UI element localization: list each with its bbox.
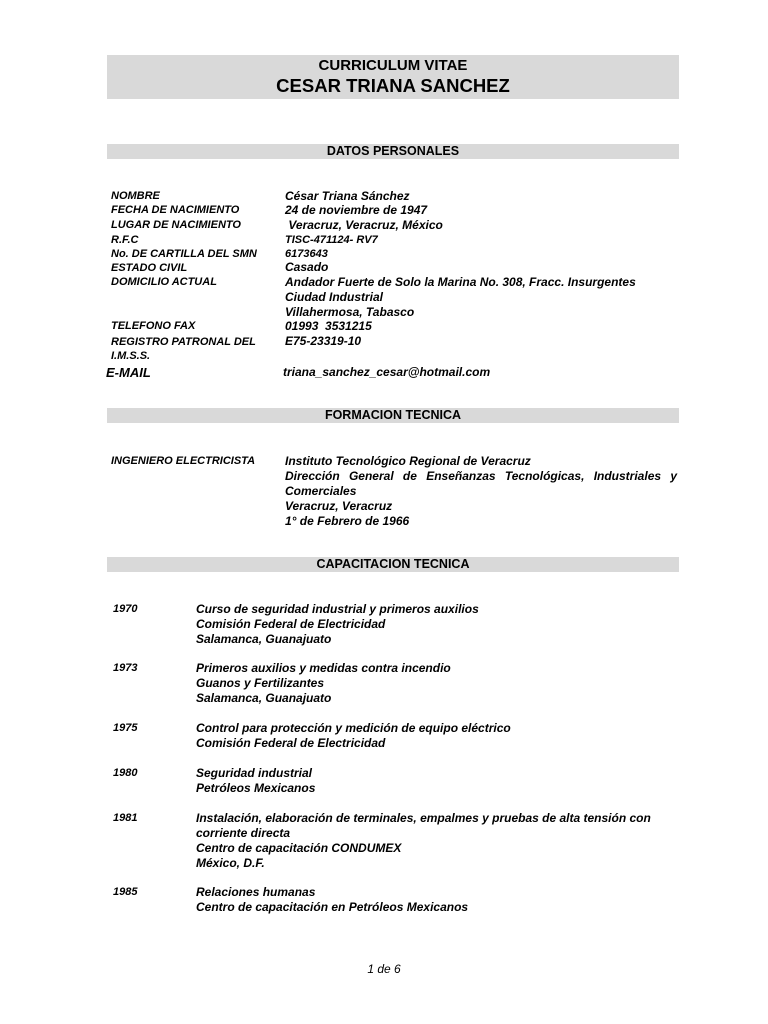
estado-civil-value: Casado [285, 260, 329, 274]
telefono-value: 01993 3531215 [285, 319, 372, 333]
capacitacion-line: Centro de capacitación en Petróleos Mexicanos [196, 900, 469, 914]
registro-patronal-value: E75-23319-10 [285, 334, 362, 348]
capacitacion-line: Comisión Federal de Electricidad [196, 736, 386, 750]
formacion-detalle [285, 454, 677, 529]
nombre-value: César Triana Sánchez [285, 189, 410, 203]
rfc-value: TISC-471124- RV7 [285, 234, 378, 246]
capacitacion-year: 1973 [113, 662, 138, 674]
formacion-titulo: INGENIERO ELECTRICISTA [111, 455, 256, 467]
capacitacion-year: 1980 [113, 767, 138, 779]
capacitacion-line: Curso de seguridad industrial y primeros auxilios [196, 602, 479, 616]
capacitacion-line: Petróleos Mexicanos [196, 781, 316, 795]
capacitacion-line: México, D.F. [196, 856, 265, 870]
lugar-nacimiento-value: Veracruz, Veracruz, México [285, 218, 443, 232]
domicilio-line: Villahermosa, Tabasco [285, 305, 415, 319]
capacitacion-line: Control para protección y medición de equipo eléctrico [196, 721, 511, 735]
rfc-label: R.F.C [111, 234, 139, 246]
section-header-datos-personales: DATOS PERSONALES [107, 144, 679, 159]
formacion-line: Veracruz, Veracruz [285, 499, 393, 513]
fecha-nacimiento-value: 24 de noviembre de 1947 [285, 203, 428, 217]
capacitacion-entry [196, 885, 676, 915]
capacitacion-entry [196, 721, 676, 751]
formacion-line: Dirección General de Enseñanzas Tecnológicas, Industriales y Comerciales [285, 469, 677, 498]
capacitacion-line: Salamanca, Guanajuato [196, 632, 332, 646]
capacitacion-line: Relaciones humanas [196, 885, 316, 899]
capacitacion-line: Primeros auxilios y medidas contra incendio [196, 661, 451, 675]
capacitacion-line: Seguridad industrial [196, 766, 313, 780]
registro-label-line: I.M.S.S. [111, 350, 151, 362]
capacitacion-year: 1985 [113, 886, 138, 898]
lugar-nacimiento-label: LUGAR DE NACIMIENTO [111, 219, 241, 231]
capacitacion-entry [196, 811, 676, 871]
capacitacion-line: Salamanca, Guanajuato [196, 691, 332, 705]
formacion-line: 1° de Febrero de 1966 [285, 514, 410, 528]
estado-civil-label: ESTADO CIVIL [111, 262, 188, 274]
cartilla-value: 6173643 [285, 248, 328, 260]
cartilla-label: No. DE CARTILLA DEL SMN [111, 248, 257, 260]
nombre-label: NOMBRE [111, 190, 160, 202]
section-header-capacitacion-tecnica: CAPACITACION TECNICA [107, 557, 679, 572]
capacitacion-line: Centro de capacitación CONDUMEX [196, 841, 402, 855]
capacitacion-line: Instalación, elaboración de terminales, empalmes y pruebas de alta tensión con [196, 811, 651, 825]
capacitacion-year: 1981 [113, 812, 138, 824]
capacitacion-line: Guanos y Fertilizantes [196, 676, 325, 690]
capacitacion-line: Comisión Federal de Electricidad [196, 617, 386, 631]
page-number: 1 de 6 [367, 962, 401, 976]
fecha-nacimiento-label: FECHA DE NACIMIENTO [111, 204, 240, 216]
capacitacion-year: 1970 [113, 603, 138, 615]
capacitacion-entry [196, 661, 676, 706]
telefono-label: TELEFONO FAX [111, 320, 196, 332]
document-title: CURRICULUM VITAE [318, 57, 468, 74]
formacion-line: Instituto Tecnológico Regional de Veracruz [285, 454, 531, 468]
capacitacion-year: 1975 [113, 722, 138, 734]
domicilio-label: DOMICILIO ACTUAL [111, 276, 217, 288]
registro-label-line: REGISTRO PATRONAL DEL [111, 336, 256, 348]
capacitacion-entry [196, 602, 676, 647]
domicilio-line: Andador Fuerte de Solo la Marina No. 308, Fracc. Insurgentes [285, 275, 636, 289]
email-label: E-MAIL [106, 365, 151, 380]
domicilio-value [285, 275, 677, 320]
capacitacion-line: corriente directa [196, 826, 291, 840]
registro-patronal-label [111, 335, 276, 363]
capacitacion-entry [196, 766, 676, 796]
title-bar [107, 55, 679, 99]
person-name-heading: CESAR TRIANA SANCHEZ [276, 75, 510, 96]
section-header-formacion-tecnica: FORMACION TECNICA [107, 408, 679, 423]
email-value: triana_sanchez_cesar@hotmail.com [283, 365, 491, 379]
domicilio-line: Ciudad Industrial [285, 290, 384, 304]
